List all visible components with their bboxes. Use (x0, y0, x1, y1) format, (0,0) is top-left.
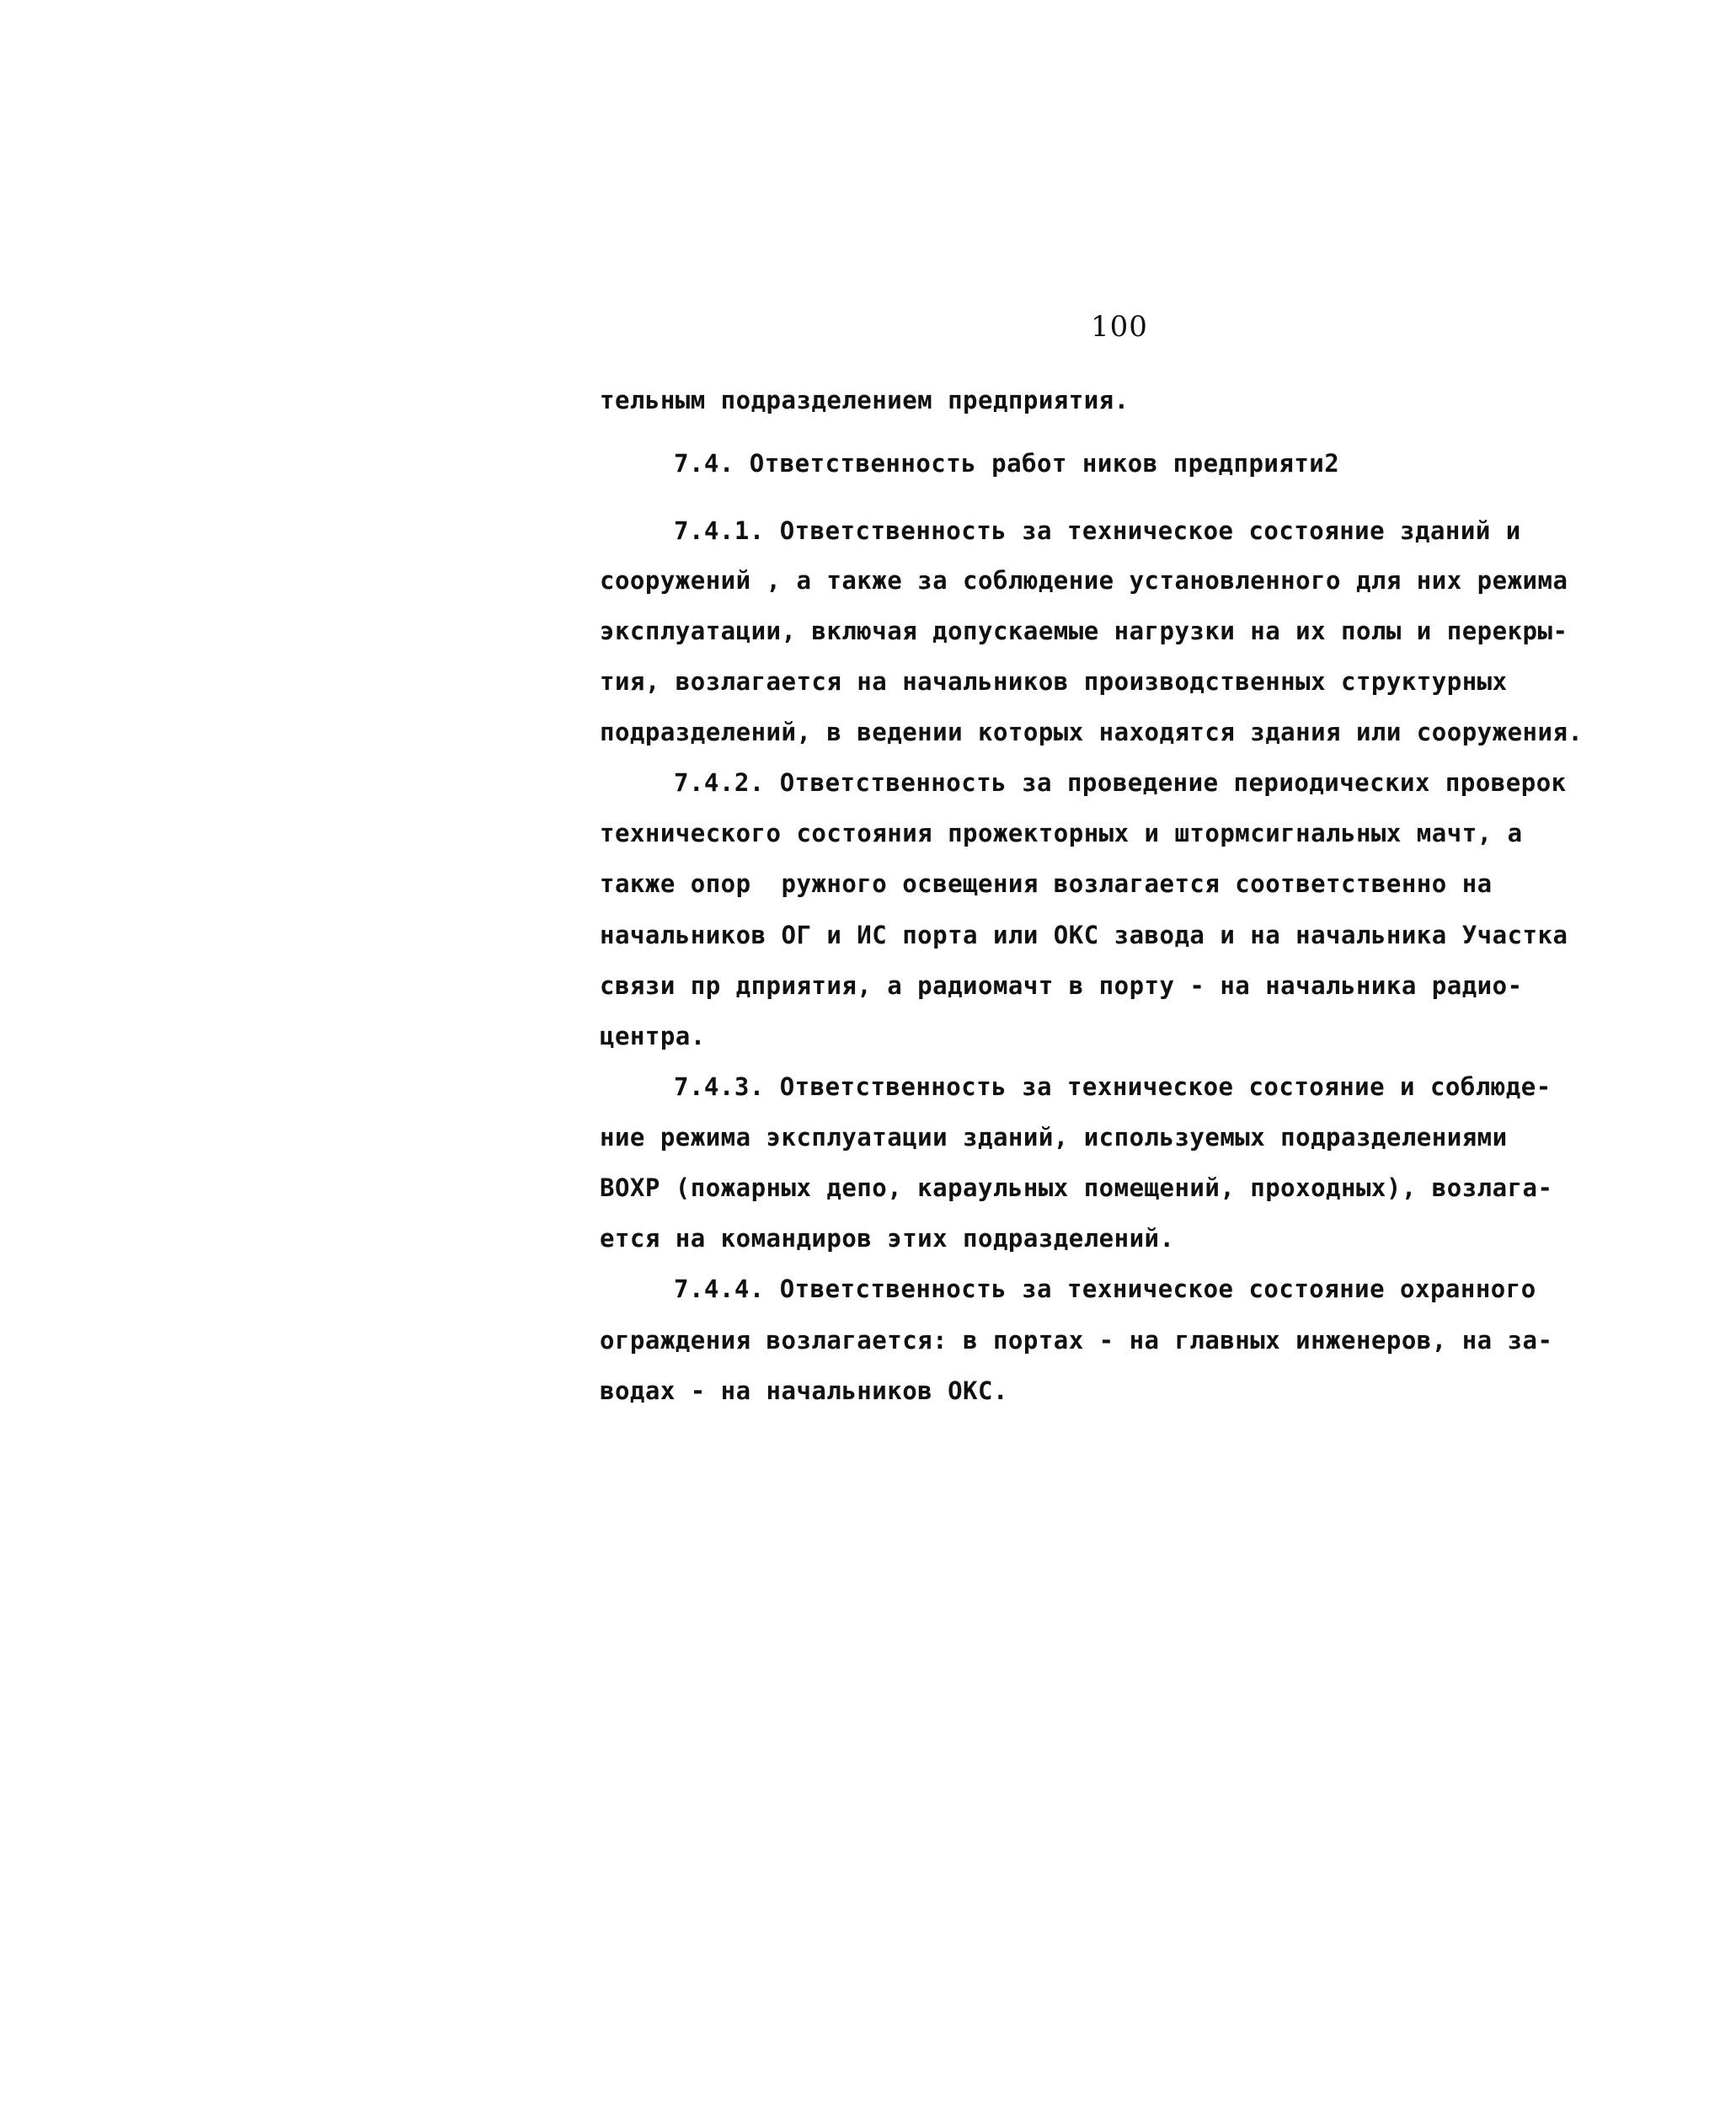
text-line: ется на командиров этих подразделений. (600, 1224, 1175, 1253)
text-line: ние режима эксплуатации зданий, используемых подразделениями (600, 1123, 1508, 1152)
text-line: тия, возлагается на начальников производственных структурных (600, 667, 1508, 696)
text-line: эксплуатации, включая допускаемые нагрузки на их полы и перекры- (600, 617, 1568, 645)
text-line: связи пр дприятия, а радиомачт в порту - на начальника радио- (600, 971, 1523, 1000)
text-line: ВОХР (пожарных депо, караульных помещений, проходных), возлага- (600, 1173, 1553, 1202)
text-line: 7.4.1. Ответственность за техническое состояние зданий и (674, 516, 1521, 545)
text-line: подразделений, в ведении которых находятся здания или сооружения. (600, 718, 1584, 746)
text-line: ограждения возлагается: в портах - на главных инженеров, на за- (600, 1326, 1553, 1355)
text-line: центра. (600, 1022, 706, 1050)
text-line: 7.4.2. Ответственность за проведение периодических проверок (674, 768, 1567, 797)
text-line: технического состояния прожекторных и штормсигнальных мачт, а (600, 819, 1523, 847)
text-line: 7.4.4. Ответственность за техническое состояние охранного (674, 1275, 1536, 1303)
text-line: сооружений , а также за соблюдение установленного для них режима (600, 566, 1568, 595)
text-line: тельным подразделением предприятия. (600, 386, 1130, 414)
text-line: водах - на начальников ОКС. (600, 1376, 1008, 1405)
text-line: также опор ружного освещения возлагается соответственно на (600, 869, 1493, 898)
text-line: начальников ОГ и ИС порта или ОКС завода и на начальника Участка (600, 921, 1568, 949)
page-number: 100 (1091, 310, 1148, 344)
text-line: 7.4.3. Ответственность за техническое состояние и соблюде- (674, 1072, 1552, 1101)
section-heading: 7.4. Ответственность работ ников предприяти2 (674, 449, 1340, 478)
